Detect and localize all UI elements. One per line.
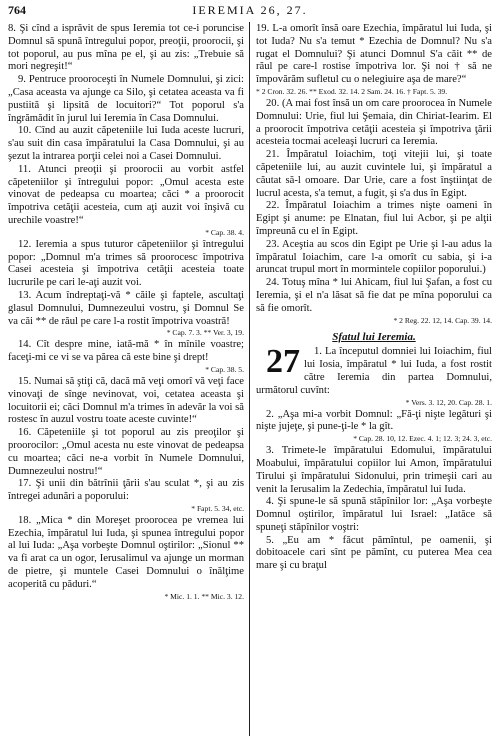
verse-paragraph: 10. Cînd au auzit căpeteniile lui Iuda aceste lucruri, s'au suit din casa împăratului la Casa Domnului, şi au şezut la intrarea porţii celei noi a Casei Domnului. — [8, 125, 244, 162]
verse-paragraph: 24. Totuş mîna * lui Ahicam, fiul lui Şafan, a fost cu Ieremia, şi el n'a lăsat să fie dat pe mîna poporului ca să fie omorît. — [256, 277, 492, 314]
cross-reference: * Vers. 3. 12, 20. Cap. 28. 1. — [405, 397, 492, 407]
cross-reference: * Cap. 28. 10, 12. Ezec. 4. 1; 12. 3; 24. 3, etc. — [353, 434, 492, 444]
cross-reference: * Mic. 1. 1. ** Mic. 3. 12. — [164, 591, 244, 601]
page-number: 764 — [8, 3, 26, 17]
verse-paragraph: 13. Acum îndreptaţi-vă * căile şi faptele, ascultaţi glasul Domnului, Dumnezeului vostru, şi Domnul Se va căi ** de răul pe care l-a rostit împotriva voastră! — [8, 289, 244, 327]
column-divider — [249, 22, 250, 736]
verse-text: 1. La începutul domniei lui Ioiachim, fiul lui Iosia, împăratul * lui Iuda, a fost rostit către Ieremia din partea Domnului, următorul cuvînt: — [256, 346, 492, 396]
left-column — [8, 23, 244, 738]
verse-paragraph: 20. (A mai fost însă un om care proorocea în Numele Domnului: Urie, fiul lui Şemaia, din Chiriat-Iearim. El a proorocit împotriva cetăţii acesteia şi împotriva ţării acesteia tocmai aceleaşi lucruri ca Ieremia. — [256, 97, 492, 148]
verse-paragraph: 17. Şi unii din bătrînii ţării s'au sculat *, şi au zis întregei adunări a poporului: — [8, 478, 244, 503]
verse-paragraph: 23. Aceştia au scos din Egipt pe Urie şi l-au adus la împăratul Ioiachim, care l-a omorît cu sabia, şi i-a aruncat trupul mort în mormintele copiilor poporului.) — [256, 238, 492, 276]
verse-paragraph: 15. Numai să ştiţi că, dacă mă veţi omorî vă veţi face vinovaţi de sînge nevinovat, voi, cetatea aceasta şi locuitorii ei; căci Domnul m'a trimes în adevăr la voi să rostesc în auzul vostru toate aceste cuvinte!“ — [8, 375, 244, 426]
cross-reference: * 2 Reg. 22. 12, 14. Cap. 39. 14. — [393, 315, 492, 325]
chapter-number: 27 — [266, 343, 300, 381]
verse-paragraph: 21. Împăratul Ioiachim, toţi vitejii lui, şi toate căpeteniile lui, au auzit cuvintele lui, şi împăratul a căutat să-l omoare. Dar Urie, care a fost înştiinţat de lucrul acesta, s'a temut, a fugit, şi s'a dus în Egipt. — [256, 149, 492, 199]
cross-reference: * Cap. 7. 3. ** Ver. 3, 19. — [166, 328, 244, 338]
right-column — [256, 23, 492, 738]
section-heading: Sfatul lui Ieremia. — [332, 330, 416, 343]
cross-reference: * Cap. 38. 5. — [205, 364, 244, 374]
verse-paragraph: 19. L-a omorît însă oare Ezechia, împăratul lui Iuda, şi tot Iuda? Nu s'a temut * Ezechia de Domnul? Nu s'a rugat el Domnului? Şi atunci Domnul S'a căit ** de răul pe care-l rostise împotriva lor. Şi noi † să ne împovărăm sufletul cu o nelegiuire aşa de mare?“ — [256, 23, 492, 86]
verse-paragraph: 18. „Mica * din Moreşet proorocea pe vremea lui Ezechia, împăratul lui Iuda, şi spunea întregului popor al lui Iuda: „Aşa vorbeşte Domnul oştirilor: „Sionul ** va fi arat ca un ogor, Ierusalimul va ajunge un morman de pietre, şi muntele Casei Domnului o înălţime acoperită cu păduri.“ — [8, 514, 244, 590]
cross-reference: * 2 Cron. 32. 26. ** Exod. 32. 14. 2 Sam. 24. 16. † Fapt. 5. 39. — [256, 86, 448, 96]
cross-reference: * Fapt. 5. 34, etc. — [191, 503, 244, 513]
verse-paragraph: 22. Împăratul Ioiachim a trimes niştе oameni în Egipt şi anume: pe Elnatan, fiul lui Acbor, şi pe alţii împreună cu el în Egipt. — [256, 200, 492, 237]
verse-paragraph: 4. Şi spune-le să spună stăpînilor lor: „Aşa vorbeşte Domnul oştirilor, împăratul lui Israel: „Iatăce să spuneţi stăpînilor voştri: — [256, 496, 492, 533]
cross-reference: * Cap. 38. 4. — [205, 227, 244, 237]
verse-paragraph: 5. „Eu am * făcut pămîntul, pe oamenii, şi dobitoacele cari sînt pe pămînt, cu puterea Mea cea mare şi cu braţul — [256, 534, 492, 572]
verse-paragraph: 9. Pentruce prooroceşti în Numele Domnului, şi zici: „Casa aceasta va ajunge ca Silo, şi cetatea aceasta va fi pustiită şi lipsită de locuitori?“ Tot poporul s'a îngrămădit în jurul lui Ieremia în Casa Domnului. — [8, 74, 244, 124]
page-header — [8, 3, 492, 19]
verse-paragraph: 11. Atunci preoţii şi proorocii au vorbit astfel căpeteniilor şi întregului popor: „Omul acesta este vinovat de pedeapsa cu moartea; căci * a proorocit împotriva cetăţii acesteia, cum aţi auzit voi înşivă cu urechile voastre!“ — [8, 163, 244, 226]
chapter-start-paragraph — [256, 343, 492, 397]
verse-paragraph: 14. Cît despre mine, iată-mă * în mînile voastre; faceţi-mi ce vi se va părea că este bine şi drept! — [8, 339, 244, 364]
verse-paragraph: 8. Şi cînd a isprăvit de spus Ieremia tot ce-i poruncise Domnul să spună întregului popor, preoţii, proorocii, şi tot poporul, au pus mîna pe el, şi au zis: „Trebuie să mori negreşit!“ — [8, 23, 244, 73]
verse-paragraph: 12. Ieremia a spus tuturor căpeteniilor şi întregului popor: „Domnul m'a trimes să proorocesc împotriva Casei acesteia şi împotriva cetăţii acesteia toate lucrurile pe cari le-aţi auzit voi. — [8, 238, 244, 289]
running-head: IEREMIA 26, 27. — [192, 3, 308, 17]
verse-paragraph: 3. Trimete-le împăratului Edomului, împăratului Moabului, împăratului copiilor lui Amon, împăratului Tirului şi împăratului Sidonului, prin trimeşii cari au venit la Ierusalim la Zedechia, împăratul lui Iuda. — [256, 445, 492, 495]
verse-paragraph: 16. Căpeteniile şi tot poporul au zis preoţilor şi proorocilor: „Omul acesta nu este vinovat de pedeapsa cu moartea; căci ne-a vorbit în Numele Domnului, Dumnezeului nostru!“ — [8, 427, 244, 477]
verse-paragraph: 2. „Aşa mi-a vorbit Domnul: „Fă-ţi niştе legături şi niştе jujeţe, şi pune-ţi-le * la gît. — [256, 408, 492, 433]
